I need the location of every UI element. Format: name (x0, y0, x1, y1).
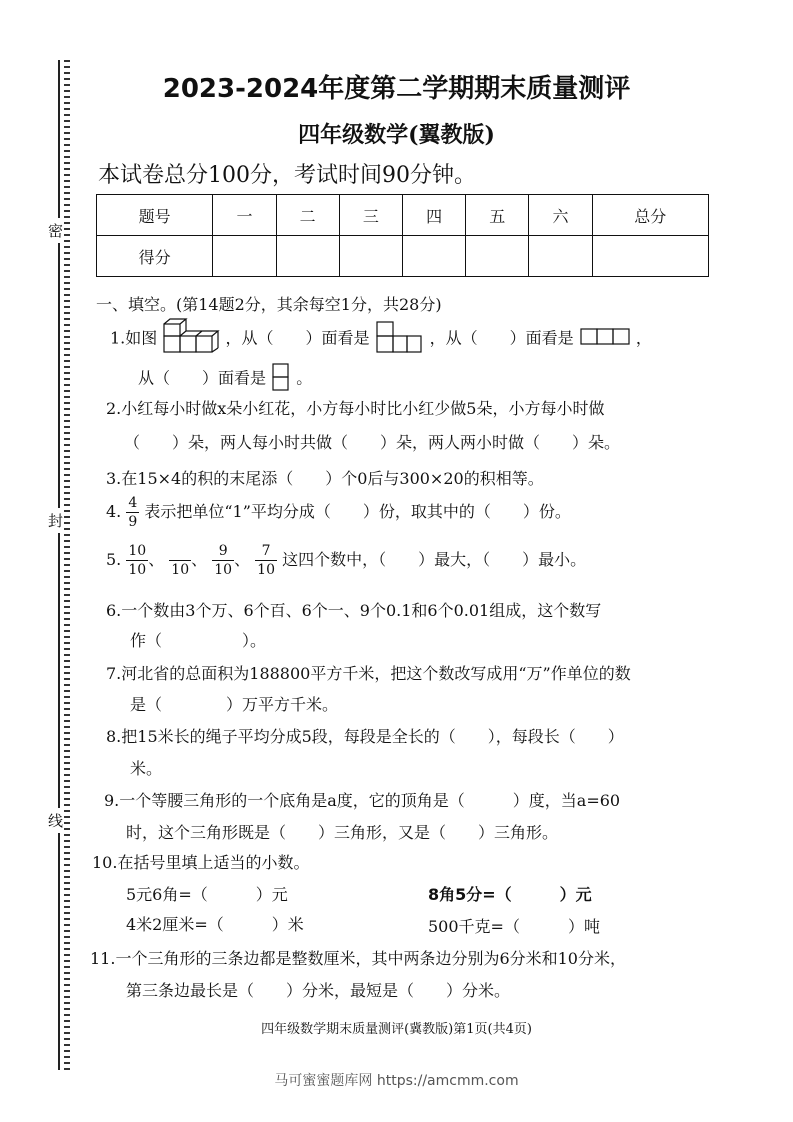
score-cell: 六 (529, 195, 592, 236)
frac-den: 10 (171, 562, 190, 578)
q1-text-b: ，从（ ）面看是 (225, 328, 370, 348)
question-2-line1: 2.小红每小时做x朵小红花，小方每小时比小红少做5朵，小方每小时做 (106, 399, 605, 418)
question-5 (106, 542, 586, 579)
exam-intro: 本试卷总分100分，考试时间90分钟。 (98, 163, 476, 188)
q4-text: 表示把单位“1”平均分成（ ）份，取其中的（ ）份。 (144, 502, 571, 521)
question-10-c: 4米2厘米=（ ）米 (126, 915, 304, 934)
cube-stack-figure (162, 318, 220, 360)
frac-sep: 、 (191, 550, 208, 569)
q5-text: 这四个数中，（ ）最大，（ ）最小。 (282, 550, 587, 569)
exam-subtitle: 四年级数学(翼教版) (298, 122, 495, 148)
score-input-cell[interactable] (466, 236, 529, 277)
frac-num: 9 (212, 542, 234, 561)
question-10-a: 5元6角=（ ）元 (126, 885, 288, 904)
score-cell: 二 (276, 195, 339, 236)
score-table-header-row (97, 195, 709, 236)
question-6-line2: 作（ ）。 (130, 631, 267, 650)
question-10-b: 8角5分=（ ）元 (428, 885, 592, 904)
frac-den: 10 (257, 562, 275, 578)
front-view-figure (375, 320, 425, 358)
question-3: 3.在15×4的积的末尾添（ ）个0后与300×20的积相等。 (106, 469, 544, 488)
score-cell: 三 (339, 195, 402, 236)
frac-num: 7 (255, 542, 277, 561)
question-8-line2: 米。 (130, 759, 163, 778)
score-cell: 一 (213, 195, 276, 236)
question-1 (110, 318, 652, 360)
fraction-2-blank (169, 542, 191, 579)
exam-title: 2023-2024年度第二学期期末质量测评 (162, 74, 631, 104)
frac-num: 10 (128, 543, 147, 559)
score-table (96, 194, 709, 277)
question-10-d: 500千克=（ ）吨 (428, 917, 600, 936)
watermark: 马可蜜蜜题库网 https://amcmm.com (274, 1073, 519, 1089)
frac-den: 10 (128, 562, 147, 578)
question-11-line1: 11.一个三角形的三条边都是整数厘米，其中两条边分别为6分米和10分米， (90, 949, 626, 968)
question-7-line1: 7.河北省的总面积为188800平方千米，把这个数改写成用“万”作单位的数 (106, 664, 631, 683)
q1-text-a: 1.如图 (110, 328, 158, 348)
score-input-cell[interactable] (402, 236, 465, 277)
fraction-3 (212, 542, 234, 579)
question-4 (106, 494, 571, 531)
score-cell: 总分 (592, 195, 708, 236)
frac-sep: 、 (234, 550, 251, 569)
margin-char-xian: 线 (48, 808, 63, 833)
score-input-cell[interactable] (276, 236, 339, 277)
binding-margin-dots (64, 60, 70, 1070)
fraction-1 (126, 542, 148, 579)
score-cell: 五 (466, 195, 529, 236)
side-view-figure (579, 327, 631, 351)
score-input-cell[interactable] (529, 236, 592, 277)
q1-text-d: ， (635, 328, 652, 348)
question-9-line2: 时，这个三角形既是（ ）三角形，又是（ ）三角形。 (126, 823, 559, 842)
score-cell: 题号 (97, 195, 213, 236)
question-1-line2 (138, 362, 312, 396)
page-footer: 四年级数学期末质量测评(冀教版)第1页(共4页) (261, 1022, 532, 1037)
question-10-heading: 10.在括号里填上适当的小数。 (92, 853, 310, 872)
top-view-figure (271, 362, 291, 396)
frac-sep: 、 (148, 550, 165, 569)
q1-text-e: 从（ ）面看是 (138, 368, 267, 388)
score-input-cell[interactable] (592, 236, 708, 277)
margin-char-feng: 封 (48, 508, 63, 533)
fraction-4 (255, 542, 277, 579)
q5-number: 5. (106, 550, 122, 569)
frac-num-blank[interactable] (169, 542, 191, 561)
score-input-cell[interactable] (339, 236, 402, 277)
q1-text-f: 。 (296, 368, 313, 388)
frac-num: 4 (128, 495, 138, 511)
score-table-score-row (97, 236, 709, 277)
binding-margin-line (58, 60, 60, 1070)
frac-den: 10 (214, 562, 233, 578)
fraction-4-9 (126, 494, 139, 531)
score-label: 得分 (97, 236, 213, 277)
question-9-line1: 9.一个等腰三角形的一个底角是a度，它的顶角是（ ）度，当a=60 (104, 791, 621, 810)
section1-heading: 一、填空。(第14题2分，其余每空1分，共28分) (96, 295, 442, 314)
question-6-line1: 6.一个数由3个万、6个百、6个一、9个0.1和6个0.01组成，这个数写 (106, 601, 602, 620)
score-input-cell[interactable] (213, 236, 276, 277)
q4-number: 4. (106, 502, 122, 521)
q1-text-c: ，从（ ）面看是 (429, 328, 574, 348)
question-8-line1: 8.把15米长的绳子平均分成5段，每段是全长的（ ），每段长（ ） (106, 727, 624, 746)
margin-char-mi: 密 (48, 218, 63, 243)
question-11-line2: 第三条边最长是（ ）分米，最短是（ ）分米。 (126, 981, 511, 1000)
question-7-line2: 是（ ）万平方千米。 (130, 695, 339, 714)
score-cell: 四 (402, 195, 465, 236)
frac-den: 9 (128, 514, 138, 530)
question-2-line2: （ ）朵，两人每小时共做（ ）朵，两人两小时做（ ）朵。 (124, 433, 621, 452)
